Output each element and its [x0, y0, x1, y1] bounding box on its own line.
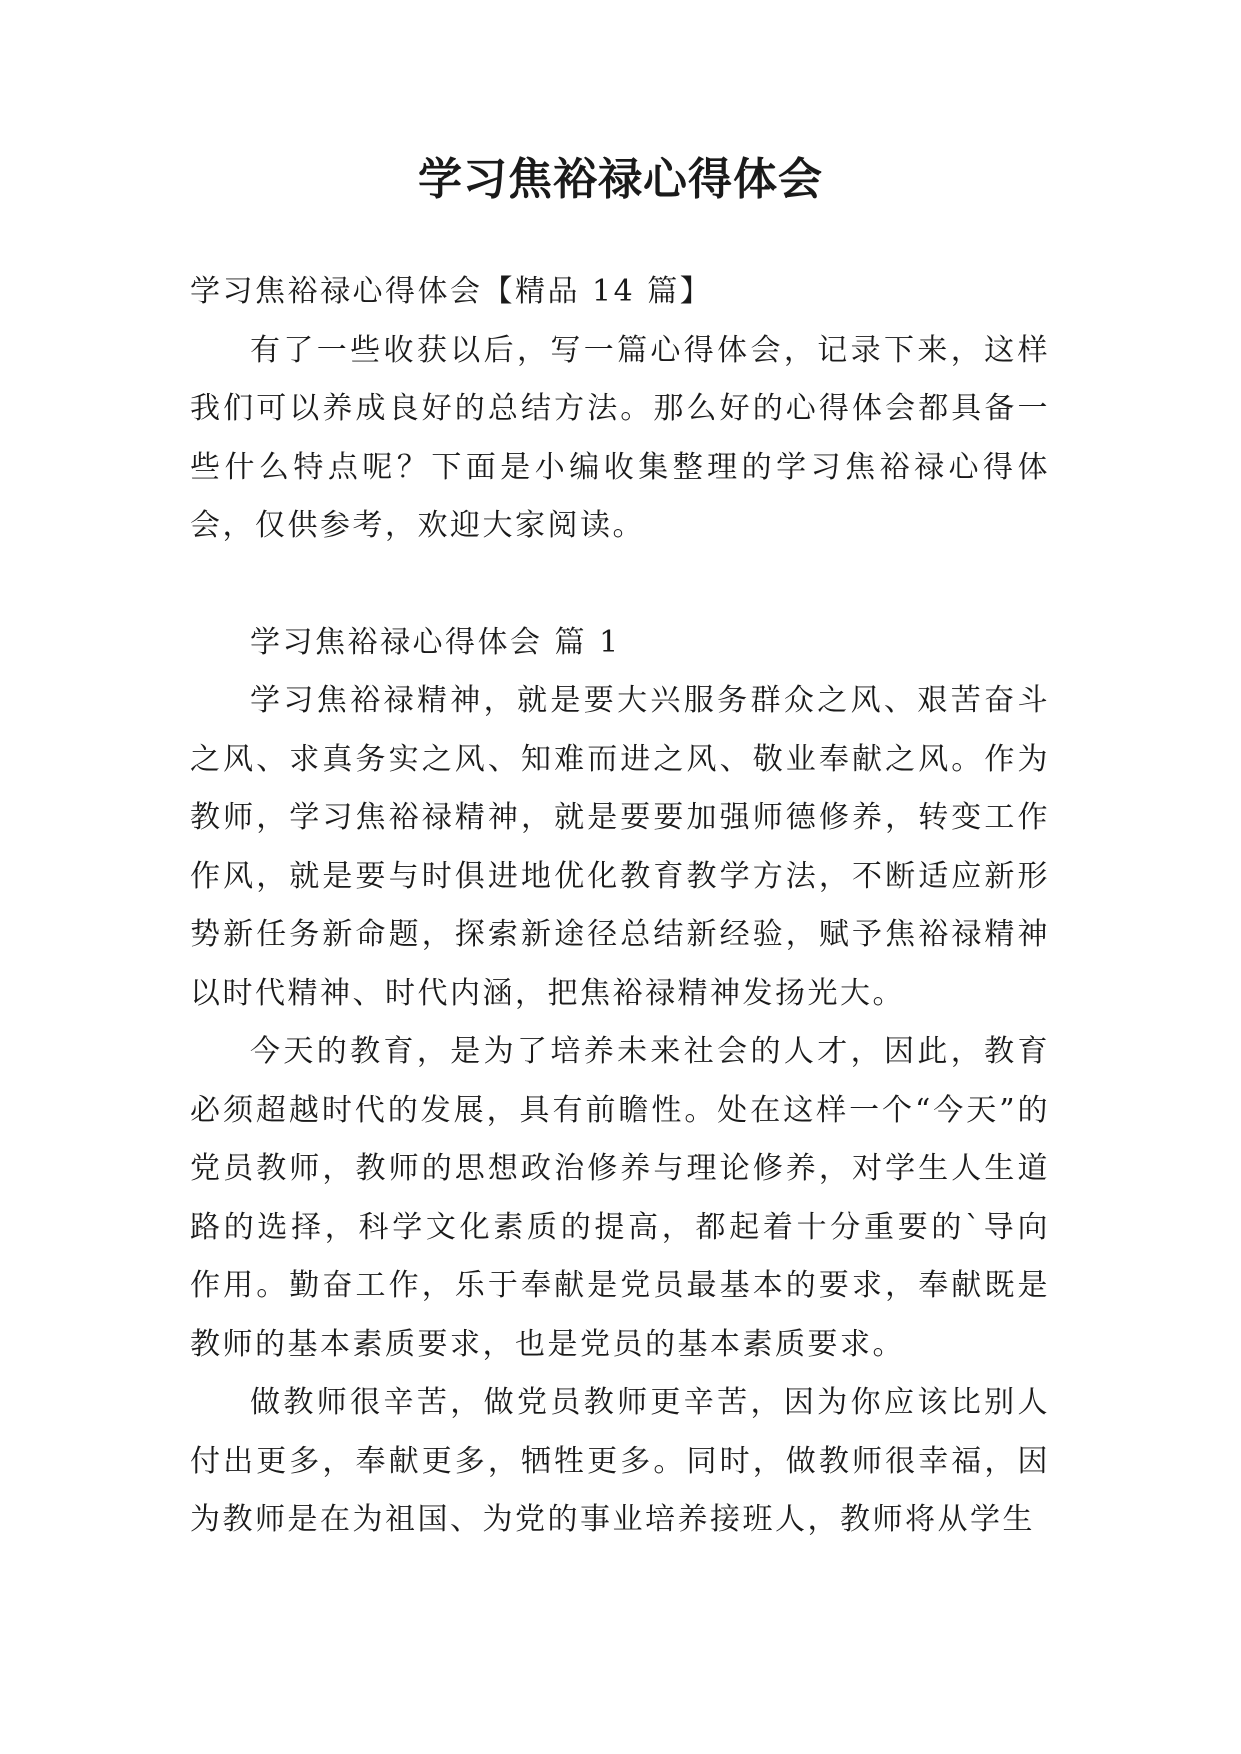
- body-paragraph: 学习焦裕禄精神，就是要大兴服务群众之风、艰苦奋斗之风、求真务实之风、知难而进之风、敬业奉献之风。作为教师，学习焦裕禄精神，就是要要加强师德修养，转变工作作风，就是要与时俱进地优化教育教学方法，不断适应新形势新任务新命题，探索新途径总结新经验，赋予焦裕禄精神以时代精神、时代内涵，把焦裕禄精神发扬光大。: [190, 683, 1050, 1011]
- section-heading: 学习焦裕禄心得体会 篇 1: [250, 624, 621, 660]
- body-paragraph: 今天的教育，是为了培养未来社会的人才，因此，教育必须超越时代的发展，具有前瞻性。处在这样一个“今天”的党员教师，教师的思想政治修养与理论修养，对学生人生道路的选择，科学文化素质的提高，都起着十分重要的`导向作用。勤奋工作，乐于奉献是党员最基本的要求，奉献既是教师的基本素质要求，也是党员的基本素质要求。: [190, 1034, 1050, 1362]
- body-paragraph: 做教师很辛苦，做党员教师更辛苦，因为你应该比别人付出更多，奉献更多，牺牲更多。同时，做教师很幸福，因为教师是在为祖国、为党的事业培养接班人，教师将从学生: [190, 1385, 1050, 1537]
- document-body: [190, 263, 1050, 1550]
- document-subtitle: 学习焦裕禄心得体会【精品 14 篇】: [190, 274, 713, 309]
- document-title: 学习焦裕禄心得体会: [418, 154, 823, 205]
- intro-paragraph: 有了一些收获以后，写一篇心得体会，记录下来，这样我们可以养成良好的总结方法。那么好的心得体会都具备一些什么特点呢？下面是小编收集整理的学习焦裕禄心得体会，仅供参考，欢迎大家阅读。: [190, 332, 1050, 543]
